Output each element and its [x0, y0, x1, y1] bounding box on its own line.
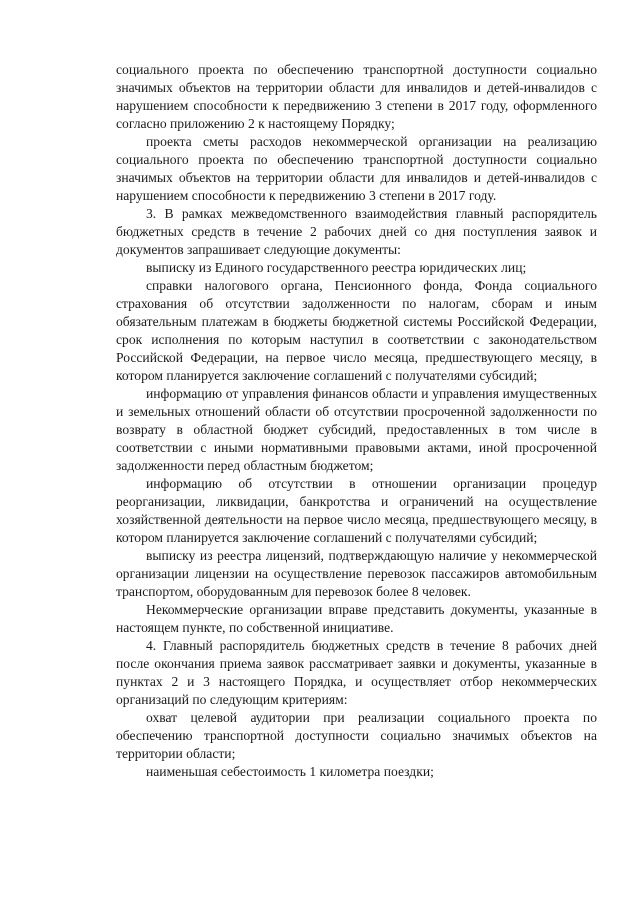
paragraph-reorganization-info: информацию об отсутствии в отношении организации процедур реорганизации, ликвидации, банкротства и ограничений на осуществление хозяйственной деятельности на первое число месяца, предшествующего месяцу, в котором планируется заключение соглашений с получателями субсидий; [116, 476, 597, 545]
paragraph-continuation: социального проекта по обеспечению транспортной доступности социально значимых объектов на территории области для инвалидов и детей-инвалидов с нарушением способности к передвижению 3 степени в 2017 году, оформленного согласно приложению 2 к настоящему Порядку; [116, 62, 597, 131]
paragraph-item-4: 4. Главный распорядитель бюджетных средств в течение 8 рабочих дней после окончания приема заявок рассматривает заявки и документы, указанные в пунктах 2 и 3 настоящего Порядка, и осуществляет отбор некоммерческих организаций по следующим критериям: [116, 638, 597, 707]
paragraph-own-initiative: Некоммерческие организации вправе представить документы, указанные в настоящем пункте, по собственной инициативе. [116, 602, 597, 635]
paragraph-finance-info: информацию от управления финансов области и управления имущественных и земельных отношений области об отсутствии просроченной задолженности по возврату в областной бюджет субсидий, предоставленных в том числе в соответствии с иными нормативными правовыми актами, иной просроченной задолженности перед областным бюджетом; [116, 386, 597, 473]
paragraph-criterion-audience: охват целевой аудитории при реализации социального проекта по обеспечению транспортной доступности социально значимых объектов на территории области; [116, 710, 597, 761]
paragraph-budget-estimate: проекта сметы расходов некоммерческой организации на реализацию социального проекта по обеспечению транспортной доступности социально значимых объектов на территории области для инвалидов и детей-инвалидов с нарушением способности к передвижению 3 степени в 2017 году. [116, 134, 597, 203]
paragraph-license-extract: выписку из реестра лицензий, подтверждающую наличие у некоммерческой организации лицензии на осуществление перевозок пассажиров автомобильным транспортом, оборудованным для перевозок более 8 человек. [116, 548, 597, 599]
paragraph-criterion-cost: наименьшая себестоимость 1 километра поездки; [146, 764, 434, 779]
paragraph-tax-certificates: справки налогового органа, Пенсионного фонда, Фонда социального страхования об отсутствии задолженности по налогам, сборам и иным обязательным платежам в бюджеты бюджетной системы Российской Федерации, срок исполнения по которым наступил в соответствии с законодательством Российской Федерации, на первое число месяца, предшествующего месяцу, в котором планируется заключение соглашений с получателями субсидий; [116, 278, 597, 383]
document-body [116, 61, 597, 781]
paragraph-item-3: 3. В рамках межведомственного взаимодействия главный распорядитель бюджетных средств в течение 2 рабочих дней со дня поступления заявок и документов запрашивает следующие документы: [116, 206, 597, 257]
paragraph-registry-extract: выписку из Единого государственного реестра юридических лиц; [146, 260, 527, 275]
